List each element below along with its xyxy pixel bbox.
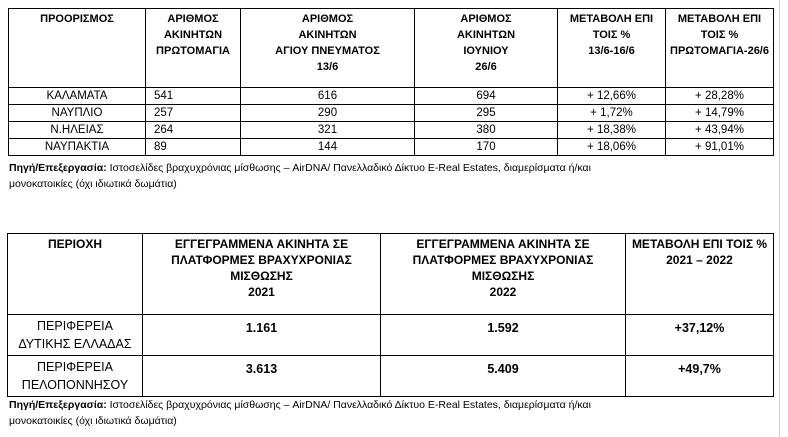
cell-value: 170 xyxy=(415,139,558,156)
page-right-border xyxy=(779,0,780,437)
source-note-line xyxy=(9,160,591,176)
cell-value: 5.409 xyxy=(381,356,626,397)
table-row xyxy=(9,122,774,139)
source-note-line: μονοκατοικίες (όχι ιδιωτικά δωμάτια) xyxy=(9,178,177,190)
table-header-row xyxy=(8,234,774,315)
cell-value: 257 xyxy=(146,105,241,122)
cell-value: 144 xyxy=(241,139,415,156)
cell-value: 1.161 xyxy=(143,315,381,356)
cell-change: +37,12% xyxy=(626,315,774,356)
header-change-may-26: ΜΕΤΑΒΟΛΗ ΕΠΙ ΤΟΙΣ % ΠΡΩΤΟΜΑΓΙΑ-26/6 xyxy=(666,9,774,88)
cell-change: + 1,72% xyxy=(558,105,666,122)
regions-table xyxy=(7,233,774,397)
table-row xyxy=(9,105,774,122)
table-row xyxy=(9,88,774,105)
cell-change: + 28,28% xyxy=(666,88,774,105)
cell-change: + 18,38% xyxy=(558,122,666,139)
cell-value: 295 xyxy=(415,105,558,122)
cell-destination: ΝΑΥΠΛΙΟ xyxy=(9,105,146,122)
cell-change: + 12,66% xyxy=(558,88,666,105)
source-label: Πηγή/Επεξεργασία: xyxy=(9,162,107,174)
cell-change: + 14,79% xyxy=(666,105,774,122)
source-note xyxy=(9,397,591,429)
header-change-13-16: ΜΕΤΑΒΟΛΗ ΕΠΙ ΤΟΙΣ % 13/6-16/6 xyxy=(558,9,666,88)
header-change-2021-2022: ΜΕΤΑΒΟΛΗ ΕΠΙ ΤΟΙΣ % 2021 – 2022 xyxy=(626,234,774,315)
table-row xyxy=(8,315,774,356)
cell-value: 380 xyxy=(415,122,558,139)
destinations-table xyxy=(8,8,774,156)
cell-value: 264 xyxy=(146,122,241,139)
cell-change: + 18,06% xyxy=(558,139,666,156)
table-header-row xyxy=(9,9,774,88)
header-listings-2022: ΕΓΓΕΓΡΑΜΜΕΝΑ ΑΚΙΝΗΤΑ ΣΕ ΠΛΑΤΦΟΡΜΕΣ ΒΡΑΧΥΧΡΟΝΙΑΣ ΜΙΣΘΩΣΗΣ 2022 xyxy=(381,234,626,315)
cell-region: ΠΕΡΙΦΕΡΕΙΑ ΠΕΛΟΠΟΝΝΗΣΟΥ xyxy=(8,356,143,397)
cell-value: 616 xyxy=(241,88,415,105)
cell-destination: ΝΑΥΠΑΚΤΙΑ xyxy=(9,139,146,156)
source-text: Ιστοσελίδες βραχυχρόνιας μίσθωσης – AirDNA/ Πανελλαδικό Δίκτυο E-Real Estates, διαμερίσματα ή/και xyxy=(106,399,591,411)
cell-value: 3.613 xyxy=(143,356,381,397)
cell-value: 321 xyxy=(241,122,415,139)
cell-value: 89 xyxy=(146,139,241,156)
header-region: ΠΕΡΙΟΧΗ xyxy=(8,234,143,315)
source-note-line: μονοκατοικίες (όχι ιδιωτικά δωμάτια) xyxy=(9,415,177,427)
source-note-line xyxy=(9,397,591,413)
cell-change: +49,7% xyxy=(626,356,774,397)
cell-value: 541 xyxy=(146,88,241,105)
cell-destination: Ν.ΗΛΕΙΑΣ xyxy=(9,122,146,139)
cell-value: 1.592 xyxy=(381,315,626,356)
source-text: Ιστοσελίδες βραχυχρόνιας μίσθωσης – AirDNA/ Πανελλαδικό Δίκτυο E-Real Estates, διαμερίσματα ή/και xyxy=(106,162,591,174)
cell-value: 290 xyxy=(241,105,415,122)
header-properties-pentecost: ΑΡΙΘΜΟΣ ΑΚΙΝΗΤΩΝ ΑΓΙΟΥ ΠΝΕΥΜΑΤΟΣ 13/6 xyxy=(241,9,415,88)
cell-change: + 91,01% xyxy=(666,139,774,156)
header-destination: ΠΡΟΟΡΙΣΜΟΣ xyxy=(9,9,146,88)
cell-value: 694 xyxy=(415,88,558,105)
header-properties-june: ΑΡΙΘΜΟΣ ΑΚΙΝΗΤΩΝ ΙΟΥΝΙΟΥ 26/6 xyxy=(415,9,558,88)
cell-destination: ΚΑΛΑΜΑΤΑ xyxy=(9,88,146,105)
header-listings-2021: ΕΓΓΕΓΡΑΜΜΕΝΑ ΑΚΙΝΗΤΑ ΣΕ ΠΛΑΤΦΟΡΜΕΣ ΒΡΑΧΥΧΡΟΝΙΑΣ ΜΙΣΘΩΣΗΣ 2021 xyxy=(143,234,381,315)
header-properties-may: ΑΡΙΘΜΟΣ ΑΚΙΝΗΤΩΝ ΠΡΩΤΟΜΑΓΙΑ xyxy=(146,9,241,88)
source-note xyxy=(9,160,591,192)
source-label: Πηγή/Επεξεργασία: xyxy=(9,399,107,411)
table-row xyxy=(8,356,774,397)
cell-region: ΠΕΡΙΦΕΡΕΙΑ ΔΥΤΙΚΗΣ ΕΛΛΑΔΑΣ xyxy=(8,315,143,356)
table-row xyxy=(9,139,774,156)
cell-change: + 43,94% xyxy=(666,122,774,139)
